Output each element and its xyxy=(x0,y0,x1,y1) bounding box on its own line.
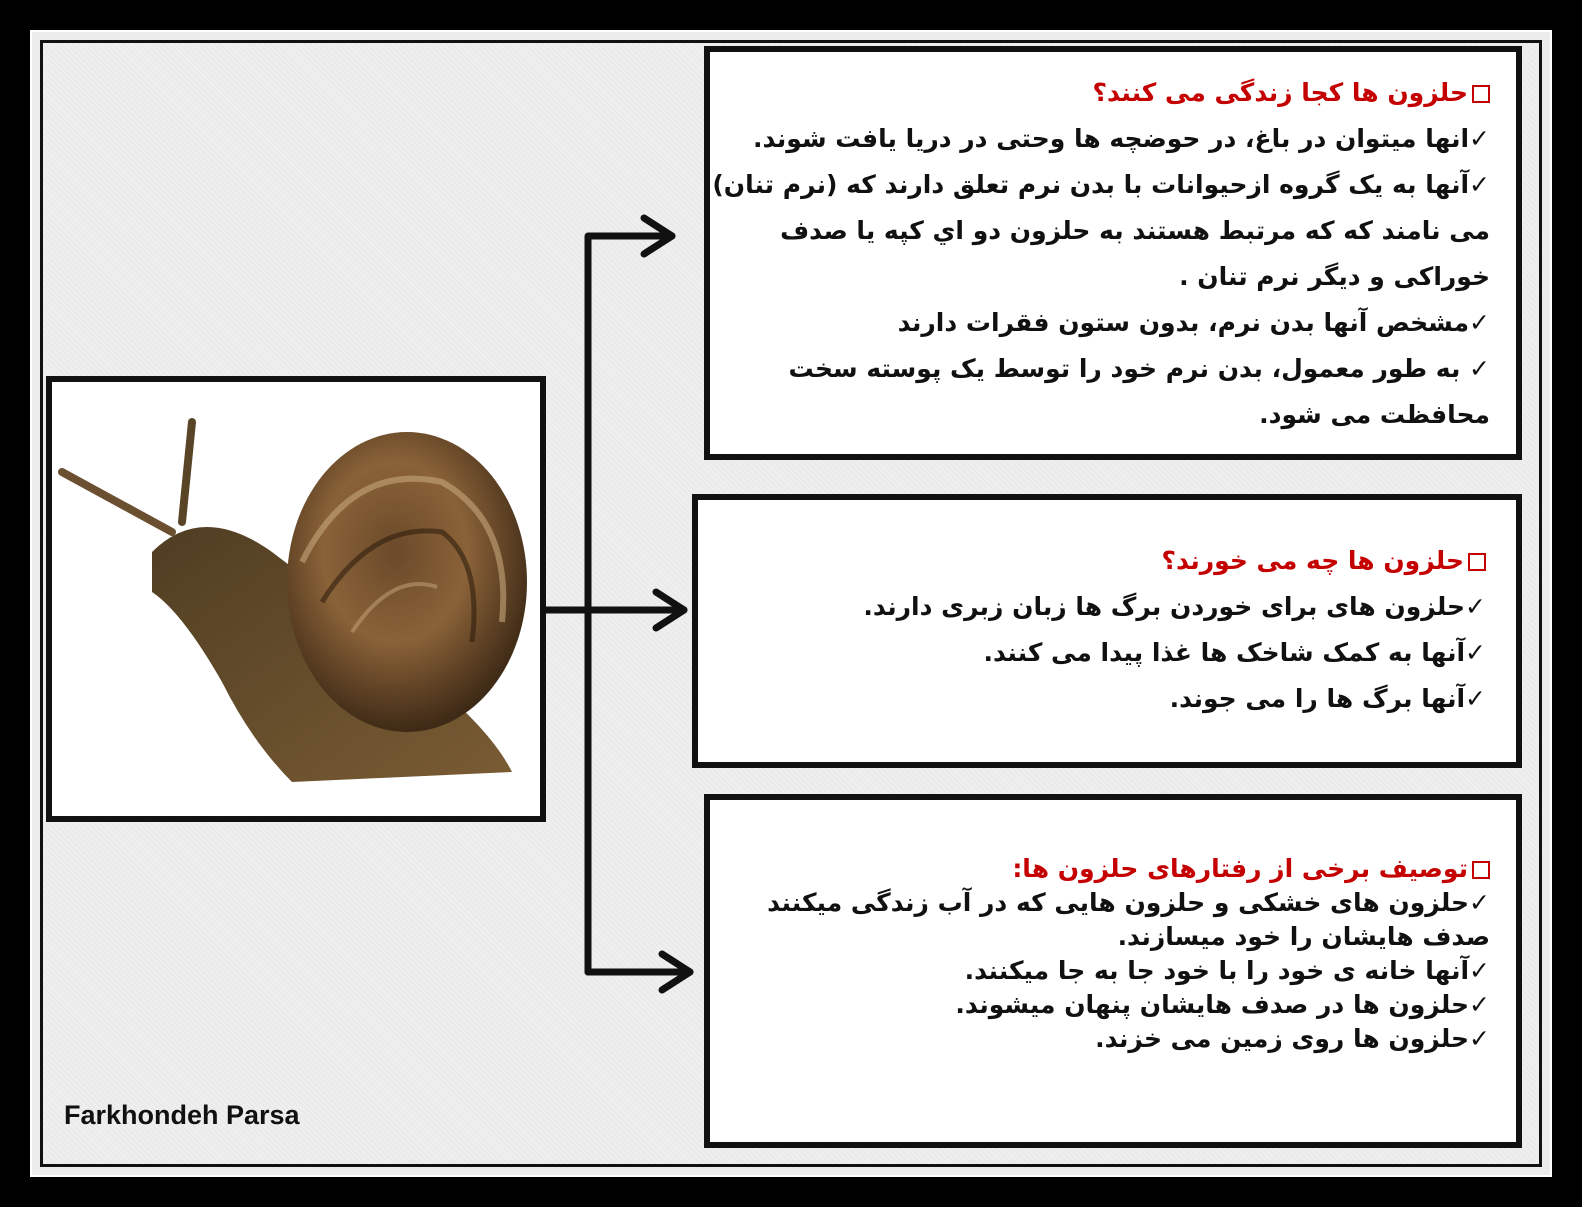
habitat-title: حلزون ها کجا زندگی می کنند؟ xyxy=(712,70,1490,116)
food-line: ✓حلزون های برای خوردن برگ ها زبان زبری دارند. xyxy=(863,592,1486,621)
behavior-text xyxy=(767,852,1490,1056)
author-credit: Farkhondeh Parsa xyxy=(64,1100,300,1130)
habitat-line: ✓آنها به یک گروه ازحیوانات با بدن نرم تعلق دارند که (نرم تنان) xyxy=(712,170,1490,199)
food-text xyxy=(863,538,1486,722)
behavior-line: ✓حلزون ها روی زمین می خزند. xyxy=(1095,1024,1490,1053)
habitat-text xyxy=(712,70,1490,438)
habitat-line: محافظت می شود. xyxy=(1259,400,1490,429)
food-line: ✓آنها به کمک شاخک ها غذا پیدا می کنند. xyxy=(983,638,1486,667)
food-title: حلزون ها چه می خورند؟ xyxy=(863,538,1486,584)
square-bullet-icon xyxy=(1468,553,1486,571)
habitat-box xyxy=(704,46,1522,460)
arrow-to-habitat-box xyxy=(588,236,672,972)
behavior-title: توصیف برخی از رفتارهای حلزون ها: xyxy=(767,852,1490,886)
food-line: ✓آنها برگ ها را می جوند. xyxy=(1169,684,1486,713)
behavior-line: ✓آنها خانه ی خود را با خود جا به جا میکنند. xyxy=(964,956,1490,985)
behavior-line: ✓حلزون ها در صدف هایشان پنهان میشوند. xyxy=(955,990,1490,1019)
habitat-line: ✓ به طور معمول، بدن نرم خود را توسط یک پوسته سخت xyxy=(788,354,1490,383)
habitat-line: ✓مشخص آنها بدن نرم، بدون ستون فقرات دارند xyxy=(897,308,1490,337)
food-box xyxy=(692,494,1522,768)
square-bullet-icon xyxy=(1472,861,1490,879)
habitat-line: خوراکی و دیگر نرم تنان . xyxy=(1179,262,1490,291)
behavior-line: صدف هایشان را خود میسازند. xyxy=(1117,922,1490,951)
behavior-line: ✓حلزون های خشکی و حلزون هایی که در آب زندگی میکنند xyxy=(767,888,1490,917)
behavior-box xyxy=(704,794,1522,1148)
habitat-line: می نامند که که مرتبط هستند به حلزون دو اي کپه يا صدف xyxy=(780,216,1490,245)
habitat-line: ✓انها میتوان در باغ، در حوضچه ها وحتی در دریا یافت شوند. xyxy=(752,124,1490,153)
square-bullet-icon xyxy=(1472,85,1490,103)
